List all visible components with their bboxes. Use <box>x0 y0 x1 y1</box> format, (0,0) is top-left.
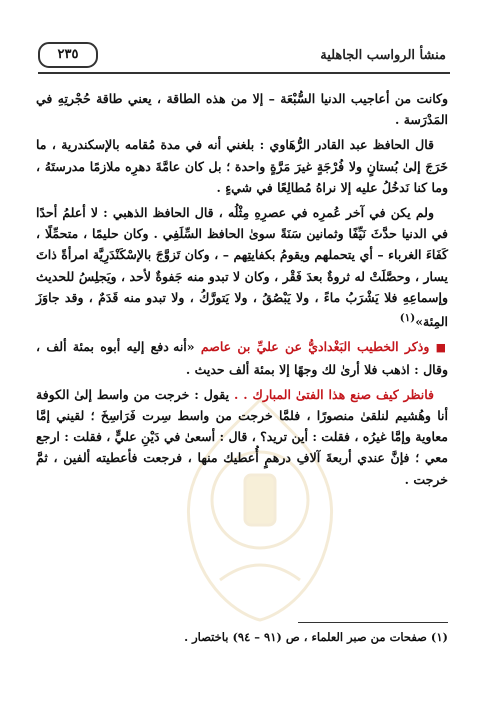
page-header <box>38 38 450 74</box>
header-rule <box>38 72 450 74</box>
highlighted-phrase: وذكر الخطيب البَغْداديُّ عن عليِّ بن عاصم <box>200 339 430 355</box>
paragraph-text: وكانت من أعاجيب الدنيا السُّبْعَة – إلا من هذه الطاقة ، يعني طاقة حُجْرتِهِ في المَدْرَسة . <box>36 91 448 128</box>
paragraph-4 <box>36 336 448 379</box>
paragraph-text: قال الحافظ عبد القادر الرُّهَاوي : بلغني أنه في مدة مُقامه بالإسكندرية ، ما خَرَجَ إلىٰ بُستانٍ ولا فُرْجَةٍ غيرَ مَرَّةٍ واحدة ؛ بل كان عامَّةَ دهرِه ملازمًا مدرستَهُ ، وما كنا نَدخُلُ عليه إلا نراهُ مُطالِعًا في شيءٍ . <box>36 137 448 195</box>
paragraph-2 <box>36 134 448 198</box>
paragraph-1 <box>36 88 448 130</box>
page-number: ٢٣٥ <box>38 42 98 68</box>
paragraph-text: ولم يكن في آخر عُمرِه في عصرِهِ مِثْلُه ، قال الحافظ الذهبي : لا أعلمُ أحدًا في الدنيا حدَّثَ نَيِّفًا وثمانين سَنَةً سوىٰ الحافظ السِّلَفِي . وكان حليمًا ، متحمِّلًا ، كَفَاءَ الغرباء – أي يتحملهم ويقومُ بكفايتِهم – ، وكان تَزوَّجَ بالإسْكَنْدَرِيَّة امرأةً ذاتَ يسار ، وحصَّلَتْ له ثروةٌ بعدَ فَقْر ، وكان لا تبدو منه جَفوةٌ لأحد ، ويَجلِسُ للحديث وإسماعِهِ فلا يَشْرَبُ ماءً ، ولا يَبْصُقُ ، ولا يَتورَّكُ ، ولا تبدو منه قَدَمٌ ، وقد جاوَزَ المِئة» <box>36 205 448 330</box>
footnote-marker: (١) <box>399 312 416 325</box>
footnote-rule <box>298 622 448 623</box>
running-title: منشأ الرواسب الجاهلية <box>320 48 446 63</box>
paragraph-5 <box>36 384 448 490</box>
square-bullet-icon: ■ <box>435 341 448 355</box>
paragraph-text: يقول : خرجت من واسط إلىٰ الكوفة أنا وهُشيم لنلقىٰ منصورًا ، فلمَّا خرجت من واسط سِرت فَرَاسِخَ ؛ لقيني إمَّا معاوية وإمَّا غيرُه ، فقلت : أين تريد؟ ، قال : أسعىٰ في دَيْنِ عليٍّ ، فقلت : ارجع معي ؛ فإنَّ عندي أربعةَ آلافِ درهمٍ أُعطيك منها ، فرجعت فأعطيته ألفين ، ثمَّ خرجت . <box>36 386 448 487</box>
paragraph-text: «أنه دفع إليه أبوه بمئة ألف ، وقال : اذهب فلا أرىٰ لك وجهًا إلا بمئة ألف حديث . <box>36 339 448 377</box>
highlighted-phrase: فانظر كيف صنع هذا الفتىٰ المبارك . . <box>234 386 434 402</box>
paragraph-3 <box>36 202 448 332</box>
main-text <box>36 88 448 494</box>
footnote: (١) صفحات من صبر العلماء ، ص (٩١ – ٩٤) باختصار . <box>184 630 448 644</box>
